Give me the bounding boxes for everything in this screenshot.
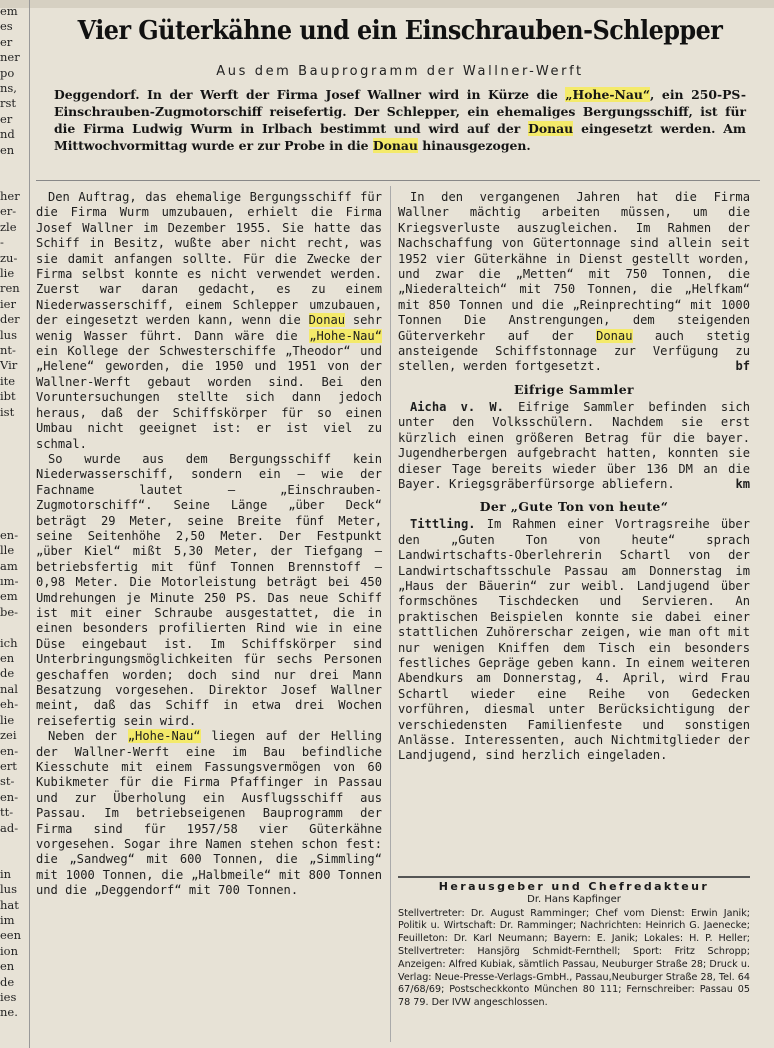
margin-fragment: ner [0, 50, 20, 65]
margin-fragment: nd [0, 127, 15, 142]
right-column [398, 190, 750, 764]
article-paragraph [36, 190, 382, 452]
margin-fragment: nal [0, 681, 18, 696]
margin-fragment [0, 851, 28, 866]
column-divider-middle [390, 186, 391, 1042]
article-body-right-paragraph [398, 190, 750, 375]
margin-fragment: lie [0, 712, 15, 727]
article-paragraph [36, 729, 382, 898]
margin-fragment [0, 451, 28, 466]
margin-fragment: be- [0, 604, 19, 619]
margin-fragment: en [0, 651, 15, 666]
highlighted-term: Donau [528, 121, 574, 136]
margin-fragment: lus [0, 882, 17, 897]
margin-fragment [0, 836, 28, 851]
margin-fragment: en- [0, 743, 19, 758]
impressum-editor: Dr. Hans Kapfinger [527, 893, 621, 905]
margin-fragment: tt- [0, 805, 14, 820]
margin-fragment: ich [0, 635, 18, 650]
margin-fragment: en [0, 959, 15, 974]
brief-1-place: Aicha v. W. [410, 399, 504, 414]
margin-fragment: zle [0, 219, 17, 234]
margin-fragment [0, 173, 28, 188]
brief-1-body [398, 400, 750, 492]
margin-fragment: er [0, 111, 13, 126]
margin-fragment: lie [0, 265, 15, 280]
margin-fragment [0, 482, 28, 497]
margin-fragment: ım- [0, 574, 19, 589]
brief-2-title: Der „Gute Ton von heute“ [479, 499, 669, 515]
margin-fragment: ies [0, 990, 17, 1004]
article-lead [54, 86, 746, 154]
margin-fragment [0, 420, 28, 435]
brief-2-text: Im Rahmen einer Vortragsreihe über den „Guten Ton von heute“ sprach Landwirtschafts-Oberlehrerin Schartl von der Landwirtschaftsschule Passau am Donnerstag im „Haus der Bäuerin“ zur weibl. Landjugend über formschönes Tischdecken und Servieren. An praktischen Beispielen konnte sie dabei einer stattlichen Zuhörerschar zeigen, wie man oft mit nur wenigen Kniffen dem Tisch ein besonders festliches Gepräge geben kann. In einem weiteren Abendkurs am Donnerstag, 4. April, wird Frau Schartl wieder eine Reihe von Gedecken vorführen, diesmal unter Berücksichtigung der verschiedensten Familienfeste und sonstigen Anlässe. Interessenten, auch Nichtmitglieder der Landjugend, sind herzlich eingeladen. [398, 517, 750, 763]
article-paragraph [36, 452, 382, 729]
margin-fragment: lus [0, 327, 17, 342]
text-run: , ein 250-PS-Einschrauben-Zugmotorschiff reisefertig. Der Schlepper, ein ehemaliges Bergungsschiff, ist für die Firma Ludwig Wurm in Irlbach bestimmt und wird auf der [54, 87, 746, 136]
margin-fragment: zei [0, 728, 17, 743]
margin-fragment: po [0, 65, 15, 80]
margin-fragment [0, 497, 28, 512]
article-title: Vier Güterkähne und ein Einschrauben-Schlepper [77, 16, 723, 46]
margin-fragment: de [0, 974, 15, 989]
column-divider [29, 0, 30, 1048]
text-run: So wurde aus dem Bergungsschiff kein Niederwasserschiff, sondern ein — wie der Fachname lautet — „Einschrauben-Zugmotorschiff“. Seine Länge „über Deck“ beträgt 29 Meter, seine Breite fünf Meter, seine Seitenhöhe 2,50 Meter. Der Festpunkt „über Kiel“ mißt 5,30 Meter, der Tiefgang — betriebsfertig mit fünf Tonnen Brennstoff — 0,98 Meter. Die Motorleistung beträgt bei 450 Umdrehungen je Minute 250 PS. Das neue Schiff ist mit einer Schraube ausgestattet, die in einen besonders profilierten Rind wie in eine Düse eingebaut ist. Im Schiffskörper sind Unterbringungsmöglichkeiten für sechs Personen geschaffen worden; doch sind nur drei Mann Besatzung vorgesehen. Direktor Josef Wallner meint, daß das Schiff in etwa drei Wochen reisefertig sein wird. [36, 451, 382, 728]
margin-fragment: lle [0, 543, 15, 558]
margin-fragment: eh- [0, 697, 19, 712]
margin-fragment: ert [0, 758, 17, 773]
impressum [398, 876, 750, 1010]
margin-fragment: her [0, 188, 20, 203]
article-body-left-column [36, 190, 382, 899]
margin-fragment: een [0, 928, 22, 943]
margin-fragment: Vir [0, 358, 18, 373]
highlighted-term: „Hohe-Nau“ [127, 729, 201, 744]
text-run: sehr wenig Wasser führt. Dann wäre die [36, 313, 382, 343]
margin-fragment: er [0, 34, 13, 49]
margin-fragment: em [0, 589, 18, 604]
margin-fragment: er- [0, 204, 17, 219]
impressum-body: Stellvertreter: Dr. August Ramminger; Chef vom Dienst: Erwin Janik; Politik u. Wirtschaft: Dr. Ramminger; Nachrichten: Heinrich G. Jaenecke; Feuilleton: Dr. Karl Neumann; Bayern: E. Janik; Lokales: H. P. Heller; Stellvertreter: Hansjörg Schmidt-Fernthell; Sport: Fritz Schropp; Anzeigen: Alfred Kubiak, sämtlich Passau, Neuburger Straße 28; Druck u. Verlag: Neue-Presse-Verlags-GmbH., Passau,Neuburger Straße 28, Tel. 64 67/68/69; Postscheckkonto München 80 111; Fernschreiber: Passau 05 78 79. Der IVW angeschlossen. [398, 907, 750, 1009]
lead-divider [36, 180, 760, 181]
margin-fragment [0, 466, 28, 481]
margin-fragment: am [0, 558, 18, 573]
brief-2-body [398, 517, 750, 764]
text-run: Deggendorf. In der Werft der Firma Josef Wallner wird in Kürze die [54, 87, 566, 102]
article-subtitle: Aus dem Bauprogramm der Wallner-Werft [216, 64, 584, 79]
brief-2-place: Tittling. [410, 517, 476, 532]
text-run: auch stetig ansteigende Schiffstonnage zur Verfügung zu stellen, werden fortgesetzt. [398, 328, 750, 374]
margin-fragment: ren [0, 281, 20, 296]
impressum-heading: Herausgeber und Chefredakteur [438, 880, 710, 893]
highlighted-term: Donau [308, 313, 346, 328]
margin-fragment: im [0, 912, 15, 927]
highlighted-term: Donau [372, 138, 418, 153]
text-run: Neben der [48, 729, 128, 744]
margin-fragment: zu- [0, 250, 18, 265]
margin-fragment [0, 158, 28, 173]
article-signature: bf [735, 359, 750, 374]
margin-fragment: rst [0, 96, 17, 111]
margin-fragment: ist [0, 404, 15, 419]
margin-fragment: der [0, 312, 20, 327]
text-run: liegen auf der Helling der Wallner-Werft eine im Bau befindliche Kiesschute mit einem Fassungsvermögen von 60 Kubikmeter für die Firma Pfaffinger in Passau und zur Überholung ein Ausflugsschiff aus Passau. Im betriebseigenen Bauprogramm der Firma sind für 1957/58 vier Güterkähne vorgesehen. Sogar ihre Namen stehen schon fest: die „Sandweg“ mit 600 Tonnen, die „Simmling“ mit 1000 Tonnen, die „Halbmeile“ mit 800 Tonnen und die „Deggendorf“ mit 700 Tonnen. [36, 729, 382, 898]
text-run: ein Kollege der Schwesterschiffe „Theodor“ und „Helene“ geworden, die 1950 und 1951 von der Wallner-Werft gebaut worden sind. Bei den Voruntersuchungen stellte sich dann jedoch heraus, daß der Schiffskörper für so einen Umbau nicht geeignet ist: er ist viel zu schmal. [36, 344, 382, 451]
margin-fragment [0, 435, 28, 450]
margin-fragment: ier [0, 296, 16, 311]
margin-fragment: ion [0, 943, 19, 958]
margin-fragment [0, 620, 28, 635]
margin-fragment: em [0, 4, 18, 18]
margin-fragment: en- [0, 527, 19, 542]
text-run: In den vergangenen Jahren hat die Firma Wallner mächtig arbeiten müssen, um die Kriegsverluste auszugleichen. Im Rahmen der Nachschaffung von Gütertonnage sind allein seit 1952 vier Güterkähne in Dienst gestellt worden, und zwar die „Metten“ mit 750 Tonnen, die „Niederalteich“ mit 750 Tonnen, die „Helfkam“ mit 850 Tonnen und die „Reinprechting“ mit 1000 Tonnen Die Anstrengungen, dem steigenden Güterverkehr auf der [398, 190, 750, 343]
margin-fragment: ad- [0, 820, 19, 835]
text-run: hinausgezogen. [417, 138, 531, 153]
margin-fragment: nt- [0, 342, 16, 357]
margin-fragment: - [0, 235, 4, 250]
highlighted-term: „Hohe-Nau“ [309, 328, 382, 343]
margin-fragment: en- [0, 789, 19, 804]
brief-1-signature: km [735, 476, 750, 491]
margin-fragment: in [0, 866, 12, 881]
highlighted-term: Donau [596, 328, 633, 343]
text-run: Den Auftrag, das ehemalige Bergungsschiff für die Firma Wurm umzubauen, erhielt die Firma Josef Wallner im Dezember 1955. Sie hatte das Schiff in Besitz, wußte aber nicht recht, was sie damit anfangen sollte. Für die Zwecke der Firma selbst konnte es nicht verwendet werden. Zuerst war daran gedacht, es zu einem Niederwasserschiff, einem Schlepper umzubauen, der eingesetzt werden kann, wenn die [36, 190, 382, 328]
margin-fragment: st- [0, 774, 15, 789]
margin-fragment: ibt [0, 389, 16, 404]
margin-fragment: de [0, 666, 15, 681]
impressum-rule [398, 876, 750, 878]
margin-fragment: es [0, 19, 13, 34]
margin-fragment: ite [0, 373, 16, 388]
highlighted-term: „Hohe-Nau“ [565, 87, 651, 102]
margin-fragment [0, 512, 28, 527]
margin-fragment: ne. [0, 1005, 18, 1020]
page-top-strip [0, 0, 774, 8]
neighbor-column-fragments [0, 4, 28, 1044]
brief-1-text: Eifrige Sammler befinden sich unter den Volksschülern. Nachdem sie erst kürzlich einen größeren Betrag für die bayer. Jugendherbergen aufgebracht hatten, konnten sie dieser Tage bereits wieder über 136 DM an die Bayer. Kriegsgräberfürsorge abliefern. [398, 399, 750, 491]
margin-fragment: hat [0, 897, 19, 912]
text-run: eingesetzt werden. Am Mittwochvormittag wurde er zur Probe in die [54, 121, 746, 153]
margin-fragment: en [0, 142, 15, 157]
brief-1-title: Eifrige Sammler [514, 381, 634, 397]
margin-fragment: ns, [0, 81, 17, 96]
